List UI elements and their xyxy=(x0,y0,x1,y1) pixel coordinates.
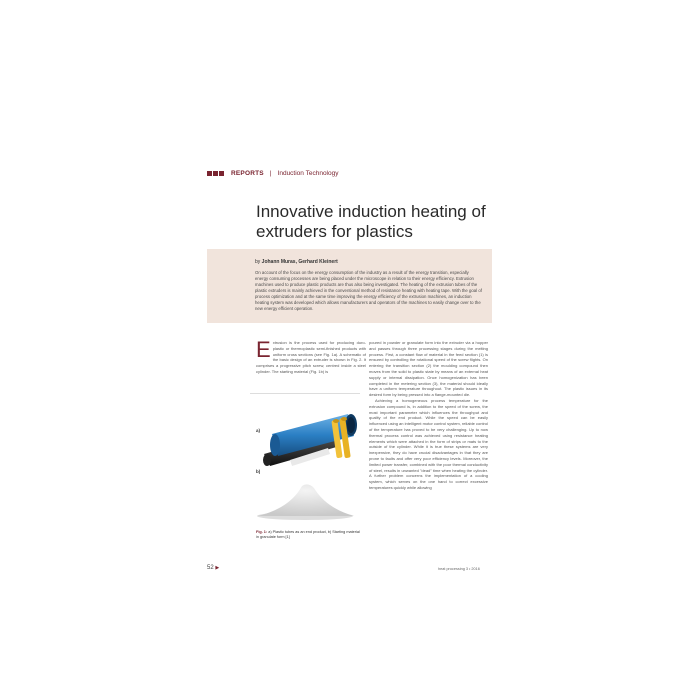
section-header xyxy=(207,170,339,177)
page-number xyxy=(207,565,219,571)
page-number-text: 52 xyxy=(207,565,214,571)
granulate-pile-image xyxy=(250,474,360,522)
page-arrow-icon: ▶ xyxy=(215,565,220,571)
figure-1 xyxy=(250,393,360,524)
article-title: Innovative induction heating of extruders for plastics xyxy=(256,202,486,241)
abstract-text: On account of the focus on the energy consumption of the industry as a result of the energy transition, especially energy consuming processes are being placed under the microscope in relation to their energy efficiency. Extrusion machines used to produce plastic products are thus also being investigated. The heating of the extrusion tubes of the plastic extruders is mainly achieved in the conventional method of resistance heating with heating tape. With the goal of process optimization and at the same time improving the energy efficiency of the extrusion machines, an induction heating system was developed which allows manufacturers and operators of the machines to easily change over to the new energy efficient operation. xyxy=(255,270,482,311)
section-marker-icon xyxy=(207,171,224,176)
figure-caption xyxy=(256,530,361,540)
byline-prefix: by xyxy=(255,259,261,265)
plastic-tubes-image xyxy=(250,402,360,472)
figure-label-a: a) xyxy=(256,428,261,433)
body-paragraph: Achieving a homogeneous process temperature for the extrusion compound is, in addition to the speed of the screw, the most important parameter which influences the throughput and quality of the end product. While the speed can be easily influenced using an intelligent motor control system, reliable control of the temperature has proved to be very challenging. Up to now thermal process control was achieved using resistance heating elements which were attached in the form of strips or mats to the outside of the cylinder. While it is true these systems are very inexpensive, they do have crucial disadvantages in that they are prone to faults and offer very poor efficiency levels. Moreover, the limited power transfer, combined with the poor thermal conductivity of steel, results in unwanted "dead" time when heating the cylinder. A further problem concerns the implementation of a cooling system, which serves on the one hand to correct excessive temperatures quickly while allowing xyxy=(369,397,488,490)
body-column-right xyxy=(369,340,488,491)
body-column-left xyxy=(256,337,366,375)
body-paragraph: xtrusion is the process used for producing duro-plastic or thermoplastic semi-finished products with uniform cross sections (see Fig. 1a). A schematic of the basic design of an extruder is shown in Fig. 2. It comprises a progressive pitch screw, centred inside a steel cylinder. The starting material (Fig. 1b) is xyxy=(256,340,366,374)
figure-label-b: b) xyxy=(256,469,261,474)
section-subtitle: Induction Technology xyxy=(277,170,339,177)
section-name: REPORTS xyxy=(231,170,264,177)
journal-footer: heat processing 3 • 2016 xyxy=(438,567,480,571)
body-paragraph: poured in powder or granulate form into the extruder via a hopper and passes through three processing stages during the melting process. First, a constant flow of material in the feed section (1) is ensured by controlling the rotational speed of the screw flights. On entering the transition section (2) the moulding compound then moves from the solid to plastic state by means of an external heat supply or internal dissipation. Once homogenization has been completed in the metering section (3), the material should ideally have a uniform temperature throughout. The plastic issues in its desired form by being pressed into a flange-mounted die. xyxy=(369,340,488,398)
drop-cap: E xyxy=(256,337,271,362)
byline xyxy=(255,259,338,265)
section-separator: | xyxy=(269,170,272,177)
byline-authors: Johann Muras, Gerhard Kleinert xyxy=(261,259,338,265)
figure-caption-text: a) Plastic tubes as an end product, b) Starting material in granulate form [1] xyxy=(256,530,360,539)
figure-caption-prefix: Fig. 1: xyxy=(256,530,268,534)
abstract-box xyxy=(207,249,492,323)
